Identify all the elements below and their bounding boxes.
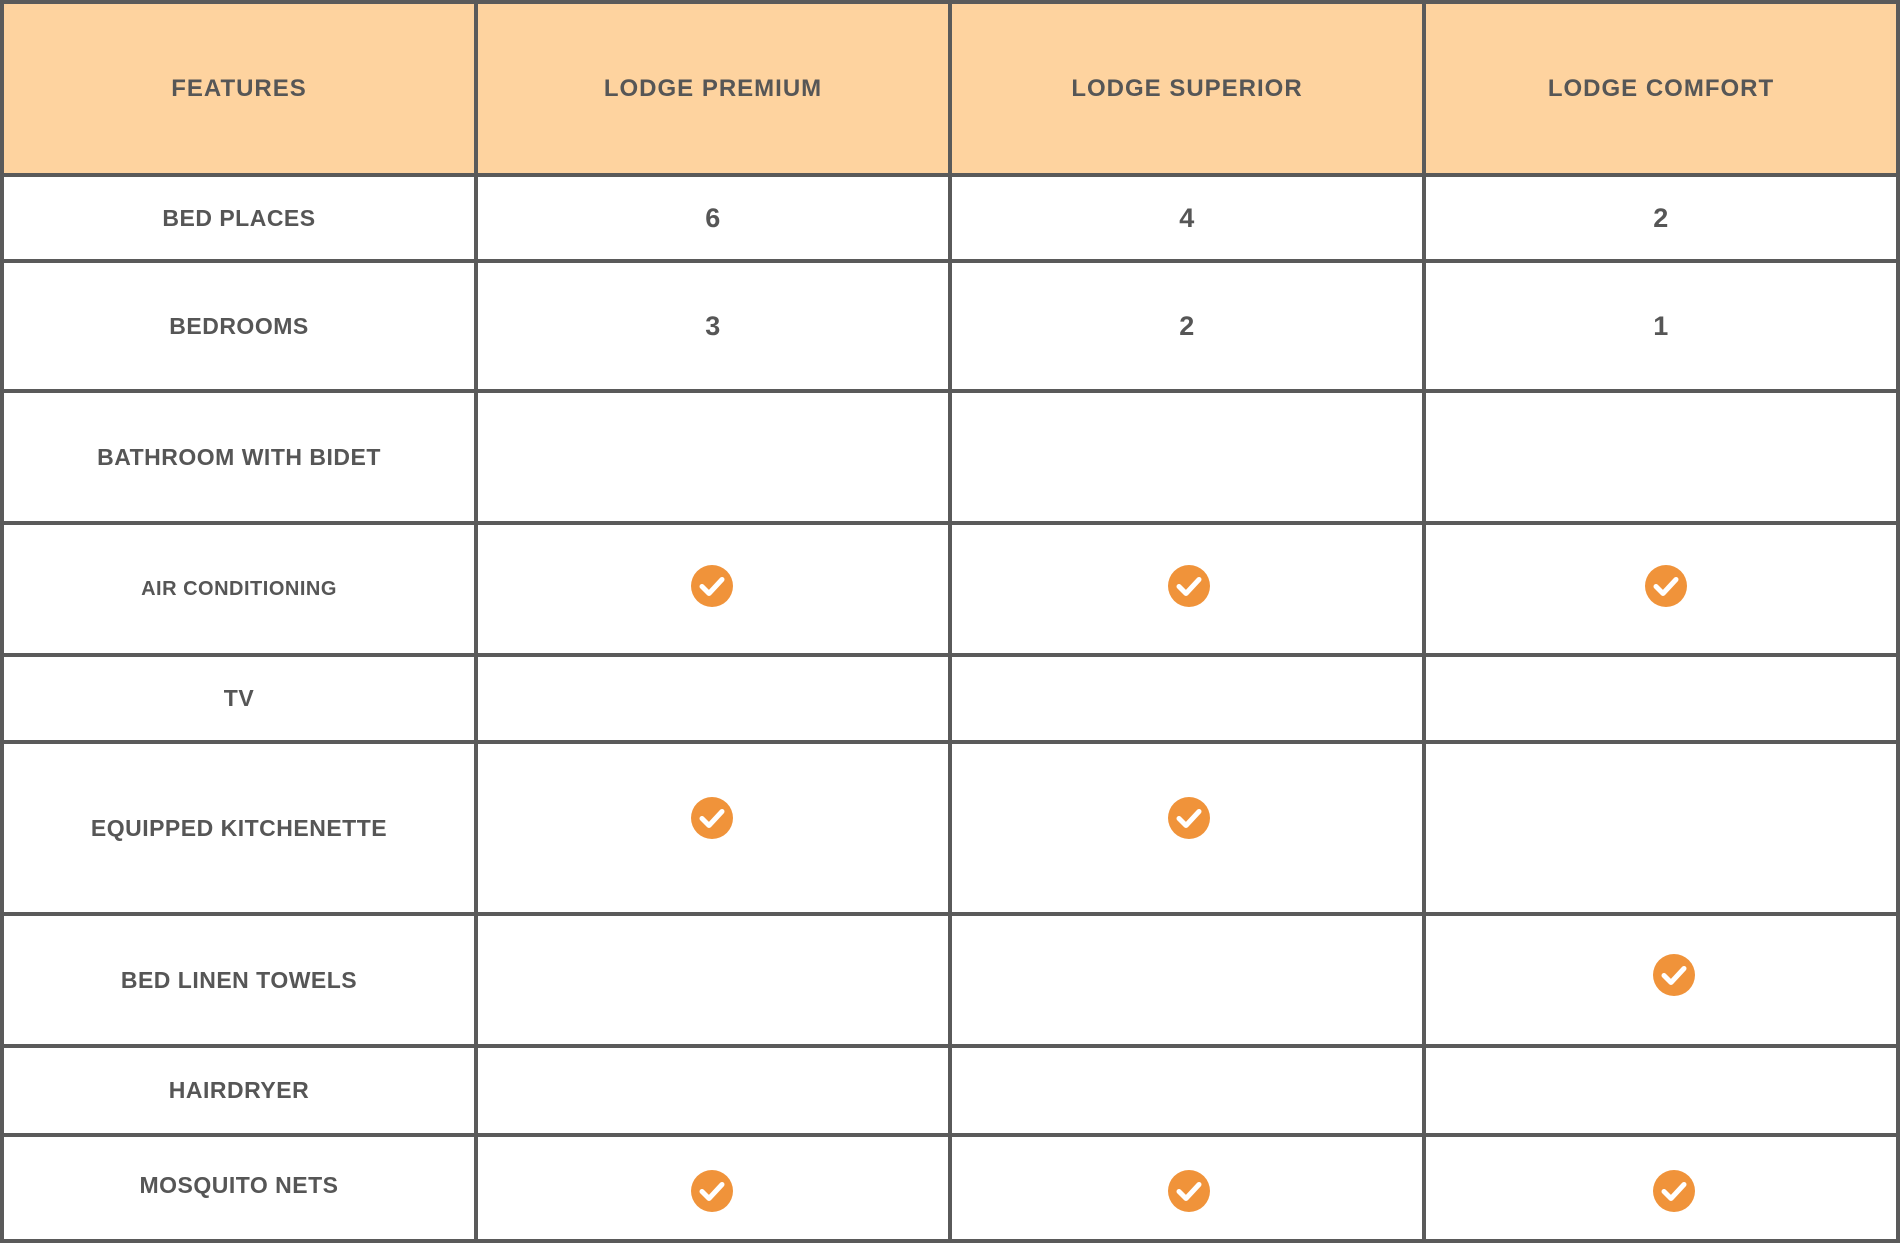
check-circle-icon (1168, 1170, 1210, 1212)
check-circle-icon (691, 797, 733, 839)
feature-bed-linen-towels: BED LINEN TOWELS (0, 912, 478, 1048)
feature-mosquito-nets: MOSQUITO NETS (0, 1133, 478, 1243)
header-features: FEATURES (0, 0, 478, 177)
value-comfort-bed-places: 2 (1422, 173, 1900, 263)
value-premium-tv (474, 653, 952, 744)
check-circle-icon (691, 1170, 733, 1212)
value-comfort-kitchenette (1422, 740, 1900, 916)
check-circle-icon (691, 565, 733, 607)
value-superior-bed-linen (948, 912, 1426, 1048)
value-comfort-bedrooms: 1 (1422, 259, 1900, 393)
check-circle-icon (1653, 1170, 1695, 1212)
feature-tv: TV (0, 653, 478, 744)
value-superior-tv (948, 653, 1426, 744)
check-circle-icon (1168, 565, 1210, 607)
feature-bathroom-with-bidet: BATHROOM WITH BIDET (0, 389, 478, 525)
value-superior-bed-places: 4 (948, 173, 1426, 263)
check-circle-icon (1645, 565, 1687, 607)
feature-air-conditioning: AIR CONDITIONING (0, 521, 478, 657)
value-premium-bed-linen (474, 912, 952, 1048)
value-premium-bedrooms: 3 (474, 259, 952, 393)
check-circle-icon (1653, 954, 1695, 996)
value-comfort-tv (1422, 653, 1900, 744)
header-lodge-premium: LODGE PREMIUM (474, 0, 952, 177)
value-premium-bed-places: 6 (474, 173, 952, 263)
value-premium-bathroom (474, 389, 952, 525)
value-superior-bedrooms: 2 (948, 259, 1426, 393)
value-comfort-hairdryer (1422, 1044, 1900, 1137)
feature-equipped-kitchenette: EQUIPPED KITCHENETTE (0, 740, 478, 916)
feature-bedrooms: BEDROOMS (0, 259, 478, 393)
value-superior-bathroom (948, 389, 1426, 525)
header-lodge-superior: LODGE SUPERIOR (948, 0, 1426, 177)
check-circle-icon (1168, 797, 1210, 839)
header-lodge-comfort: LODGE COMFORT (1422, 0, 1900, 177)
value-comfort-bathroom (1422, 389, 1900, 525)
feature-hairdryer: HAIRDRYER (0, 1044, 478, 1137)
value-superior-hairdryer (948, 1044, 1426, 1137)
value-premium-hairdryer (474, 1044, 952, 1137)
feature-bed-places: BED PLACES (0, 173, 478, 263)
